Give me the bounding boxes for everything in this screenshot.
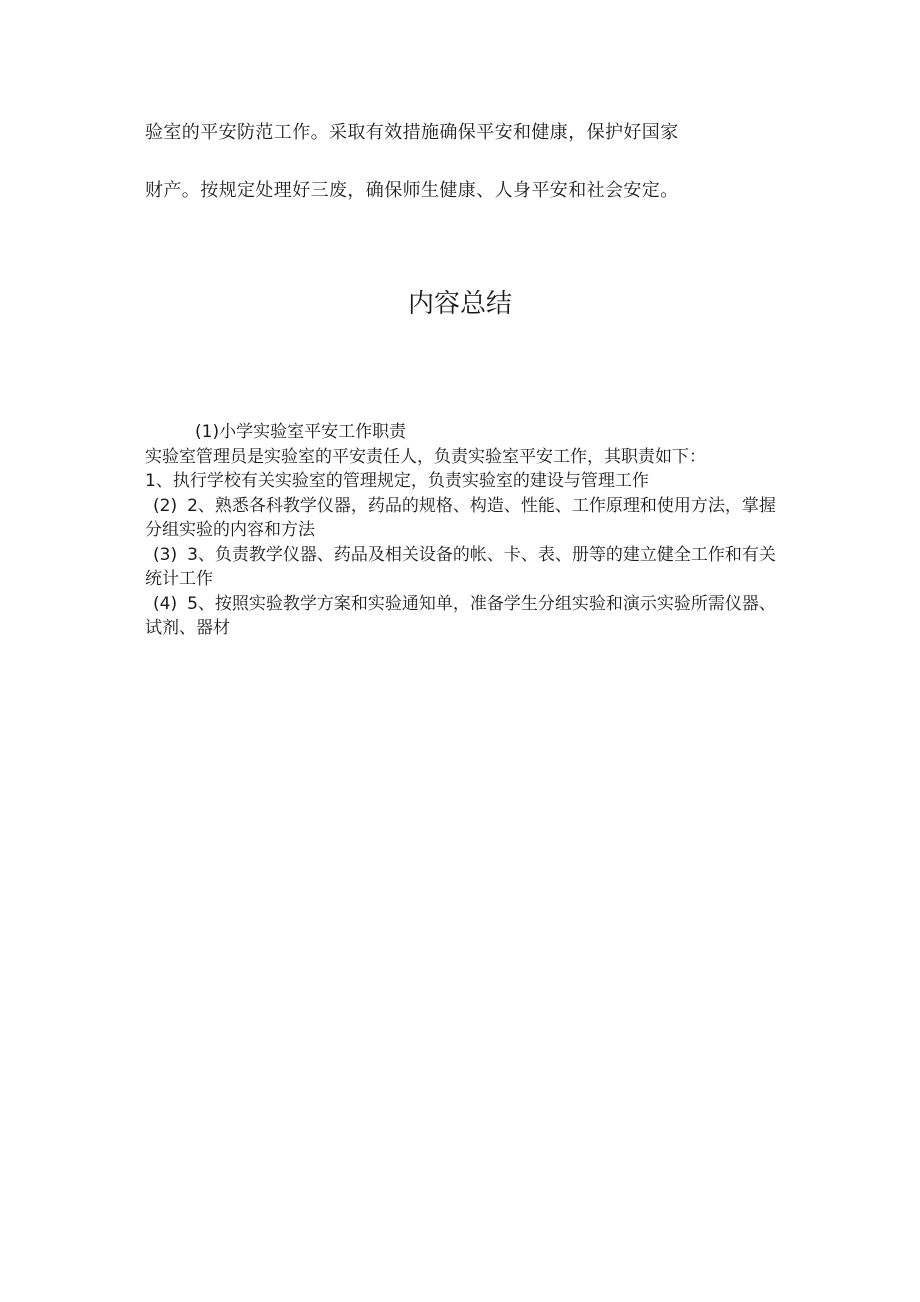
item-number: (4): [153, 593, 178, 614]
intro-line-1: 验室的平安防范工作。采取有效措施确保平安和健康，保护好国家: [145, 122, 679, 143]
item-text: 5、按照实验教学方案和实验通知单，准备学生分组实验和演示实验所需仪器、试剂、器材: [145, 593, 776, 638]
summary-item-3: [145, 543, 785, 592]
item-number: (2): [153, 495, 178, 516]
item-text: 3、负责教学仪器、药品及相关设备的帐、卡、表、册等的建立健全工作和有关统计工作: [145, 544, 776, 589]
summary-paragraph: 实验室管理员是实验室的平安责任人，负责实验室平安工作，其职责如下：: [145, 446, 706, 467]
summary-subheading: (1)小学实验室平安工作职责: [195, 422, 407, 442]
summary-item-1: 1、执行学校有关实验室的管理规定，负责实验室的建设与管理工作: [145, 471, 649, 491]
item-number: (3): [153, 544, 178, 565]
summary-item-2: [145, 494, 785, 543]
summary-title: 内容总结: [407, 289, 512, 319]
item-text: 2、熟悉各科教学仪器，药品的规格、构造、性能、工作原理和使用方法，掌握分组实验的内容和方法: [145, 495, 776, 540]
summary-body: [145, 420, 785, 641]
intro-line-2: 财产。按规定处理好三废，确保师生健康、人身平安和社会安定。: [145, 180, 679, 201]
summary-item-4: [145, 592, 785, 641]
